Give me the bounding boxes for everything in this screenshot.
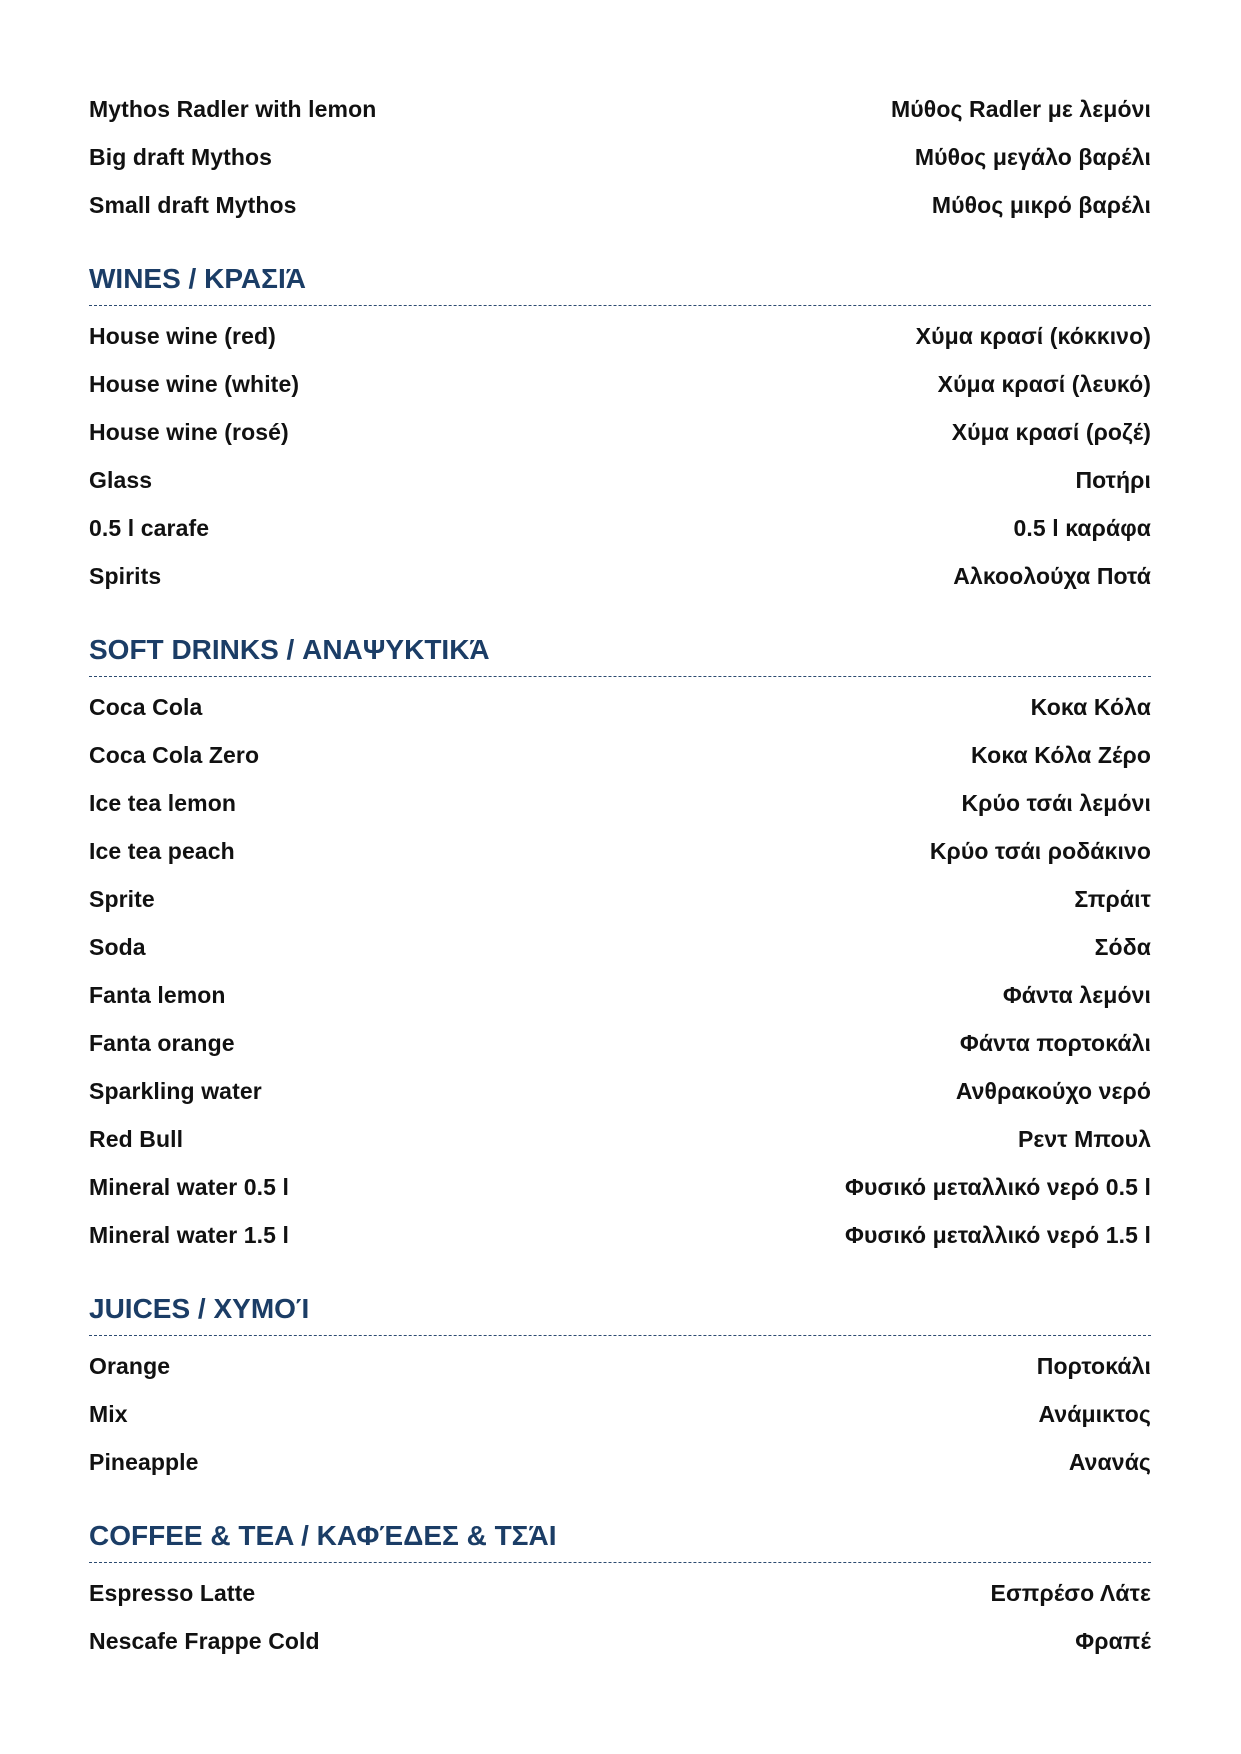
coffee-tea-heading: COFFEE & TEA / ΚΑΦΈΔΕΣ & ΤΣΆΙ (89, 1486, 1151, 1563)
item-name-en: Small draft Mythos (89, 191, 297, 218)
item-name-gr: Εσπρέσο Λάτε (990, 1579, 1151, 1606)
wines-section (89, 229, 1151, 600)
item-name-en: Big draft Mythos (89, 143, 273, 170)
item-name-gr: Χύμα κρασί (λευκό) (937, 370, 1151, 397)
menu-item (89, 1342, 1151, 1390)
item-name-gr: Αλκοολούχα Ποτά (953, 562, 1151, 589)
item-name-gr: Μύθος μικρό βαρέλι (931, 191, 1151, 218)
item-name-en: Mineral water 0.5 l (89, 1173, 290, 1200)
item-name-gr: Κοκα Κόλα (1030, 693, 1151, 720)
menu-item (89, 408, 1151, 456)
menu-item (89, 971, 1151, 1019)
item-name-en: Fanta orange (89, 1029, 235, 1056)
item-name-gr: Φάντα πορτοκάλι (959, 1029, 1151, 1056)
item-name-gr: Φραπέ (1075, 1627, 1151, 1654)
item-name-gr: Ποτήρι (1075, 466, 1151, 493)
item-name-en: House wine (red) (89, 322, 276, 349)
menu-item (89, 1438, 1151, 1486)
item-name-gr: Μύθος Radler με λεμόνι (891, 95, 1151, 122)
menu-item (89, 456, 1151, 504)
menu-item (89, 731, 1151, 779)
menu-item (89, 133, 1151, 181)
item-name-gr: Μύθος μεγάλο βαρέλι (914, 143, 1151, 170)
wines-heading: WINES / ΚΡΑΣΙΆ (89, 229, 1151, 306)
item-name-en: Fanta lemon (89, 981, 226, 1008)
item-name-en: Espresso Latte (89, 1579, 256, 1606)
item-name-en: Soda (89, 933, 146, 960)
item-name-gr: Σόδα (1094, 933, 1151, 960)
item-name-gr: Ανανάς (1068, 1448, 1151, 1475)
item-name-en: House wine (white) (89, 370, 300, 397)
item-name-en: Glass (89, 466, 153, 493)
menu-item (89, 312, 1151, 360)
beers-continued-list (89, 85, 1151, 229)
menu-item (89, 360, 1151, 408)
item-name-en: Mythos Radler with lemon (89, 95, 377, 122)
item-name-gr: Χύμα κρασί (ροζέ) (951, 418, 1151, 445)
item-name-en: Nescafe Frappe Cold (89, 1627, 320, 1654)
menu-item (89, 1211, 1151, 1259)
item-name-en: Orange (89, 1352, 171, 1379)
juices-heading: JUICES / ΧΥΜΟΊ (89, 1259, 1151, 1336)
item-name-gr: Ρεντ Μπουλ (1017, 1125, 1151, 1152)
item-name-en: Pineapple (89, 1448, 199, 1475)
menu-item (89, 1115, 1151, 1163)
juices-section (89, 1259, 1151, 1486)
item-name-gr: Ανάμικτος (1038, 1400, 1151, 1427)
menu-item (89, 1163, 1151, 1211)
menu-item (89, 779, 1151, 827)
item-name-gr: Φάντα λεμόνι (1002, 981, 1151, 1008)
item-name-gr: Σπράιτ (1074, 885, 1151, 912)
item-name-gr: Φυσικό μεταλλικό νερό 1.5 l (845, 1221, 1151, 1248)
item-name-en: Mix (89, 1400, 128, 1427)
item-name-en: Red Bull (89, 1125, 184, 1152)
item-name-en: House wine (rosé) (89, 418, 289, 445)
item-name-en: Ice tea peach (89, 837, 235, 864)
menu-item (89, 1019, 1151, 1067)
item-name-en: Spirits (89, 562, 162, 589)
menu-item (89, 504, 1151, 552)
menu-item (89, 827, 1151, 875)
item-name-en: Coca Cola Zero (89, 741, 260, 768)
soft-drinks-section (89, 600, 1151, 1259)
menu-item (89, 552, 1151, 600)
menu-item (89, 923, 1151, 971)
item-name-gr: Κρύο τσάι ροδάκινο (929, 837, 1151, 864)
coffee-tea-section (89, 1486, 1151, 1665)
menu-item (89, 1569, 1151, 1617)
menu-item (89, 875, 1151, 923)
menu-item (89, 1390, 1151, 1438)
item-name-gr: 0.5 l καράφα (1013, 514, 1151, 541)
item-name-en: Sparkling water (89, 1077, 262, 1104)
item-name-en: Ice tea lemon (89, 789, 237, 816)
item-name-gr: Ανθρακούχο νερό (955, 1077, 1151, 1104)
item-name-gr: Χύμα κρασί (κόκκινο) (915, 322, 1151, 349)
item-name-gr: Πορτοκάλι (1036, 1352, 1151, 1379)
menu-item (89, 1617, 1151, 1665)
menu-item (89, 683, 1151, 731)
item-name-gr: Κοκα Κόλα Ζέρο (971, 741, 1151, 768)
soft-drinks-heading: SOFT DRINKS / ΑΝΑΨΥΚΤΙΚΆ (89, 600, 1151, 677)
item-name-en: Sprite (89, 885, 155, 912)
menu-page (89, 85, 1151, 1665)
menu-item (89, 85, 1151, 133)
menu-item (89, 181, 1151, 229)
menu-item (89, 1067, 1151, 1115)
item-name-en: 0.5 l carafe (89, 514, 210, 541)
item-name-en: Mineral water 1.5 l (89, 1221, 290, 1248)
item-name-gr: Φυσικό μεταλλικό νερό 0.5 l (845, 1173, 1151, 1200)
item-name-gr: Κρύο τσάι λεμόνι (961, 789, 1151, 816)
item-name-en: Coca Cola (89, 693, 203, 720)
